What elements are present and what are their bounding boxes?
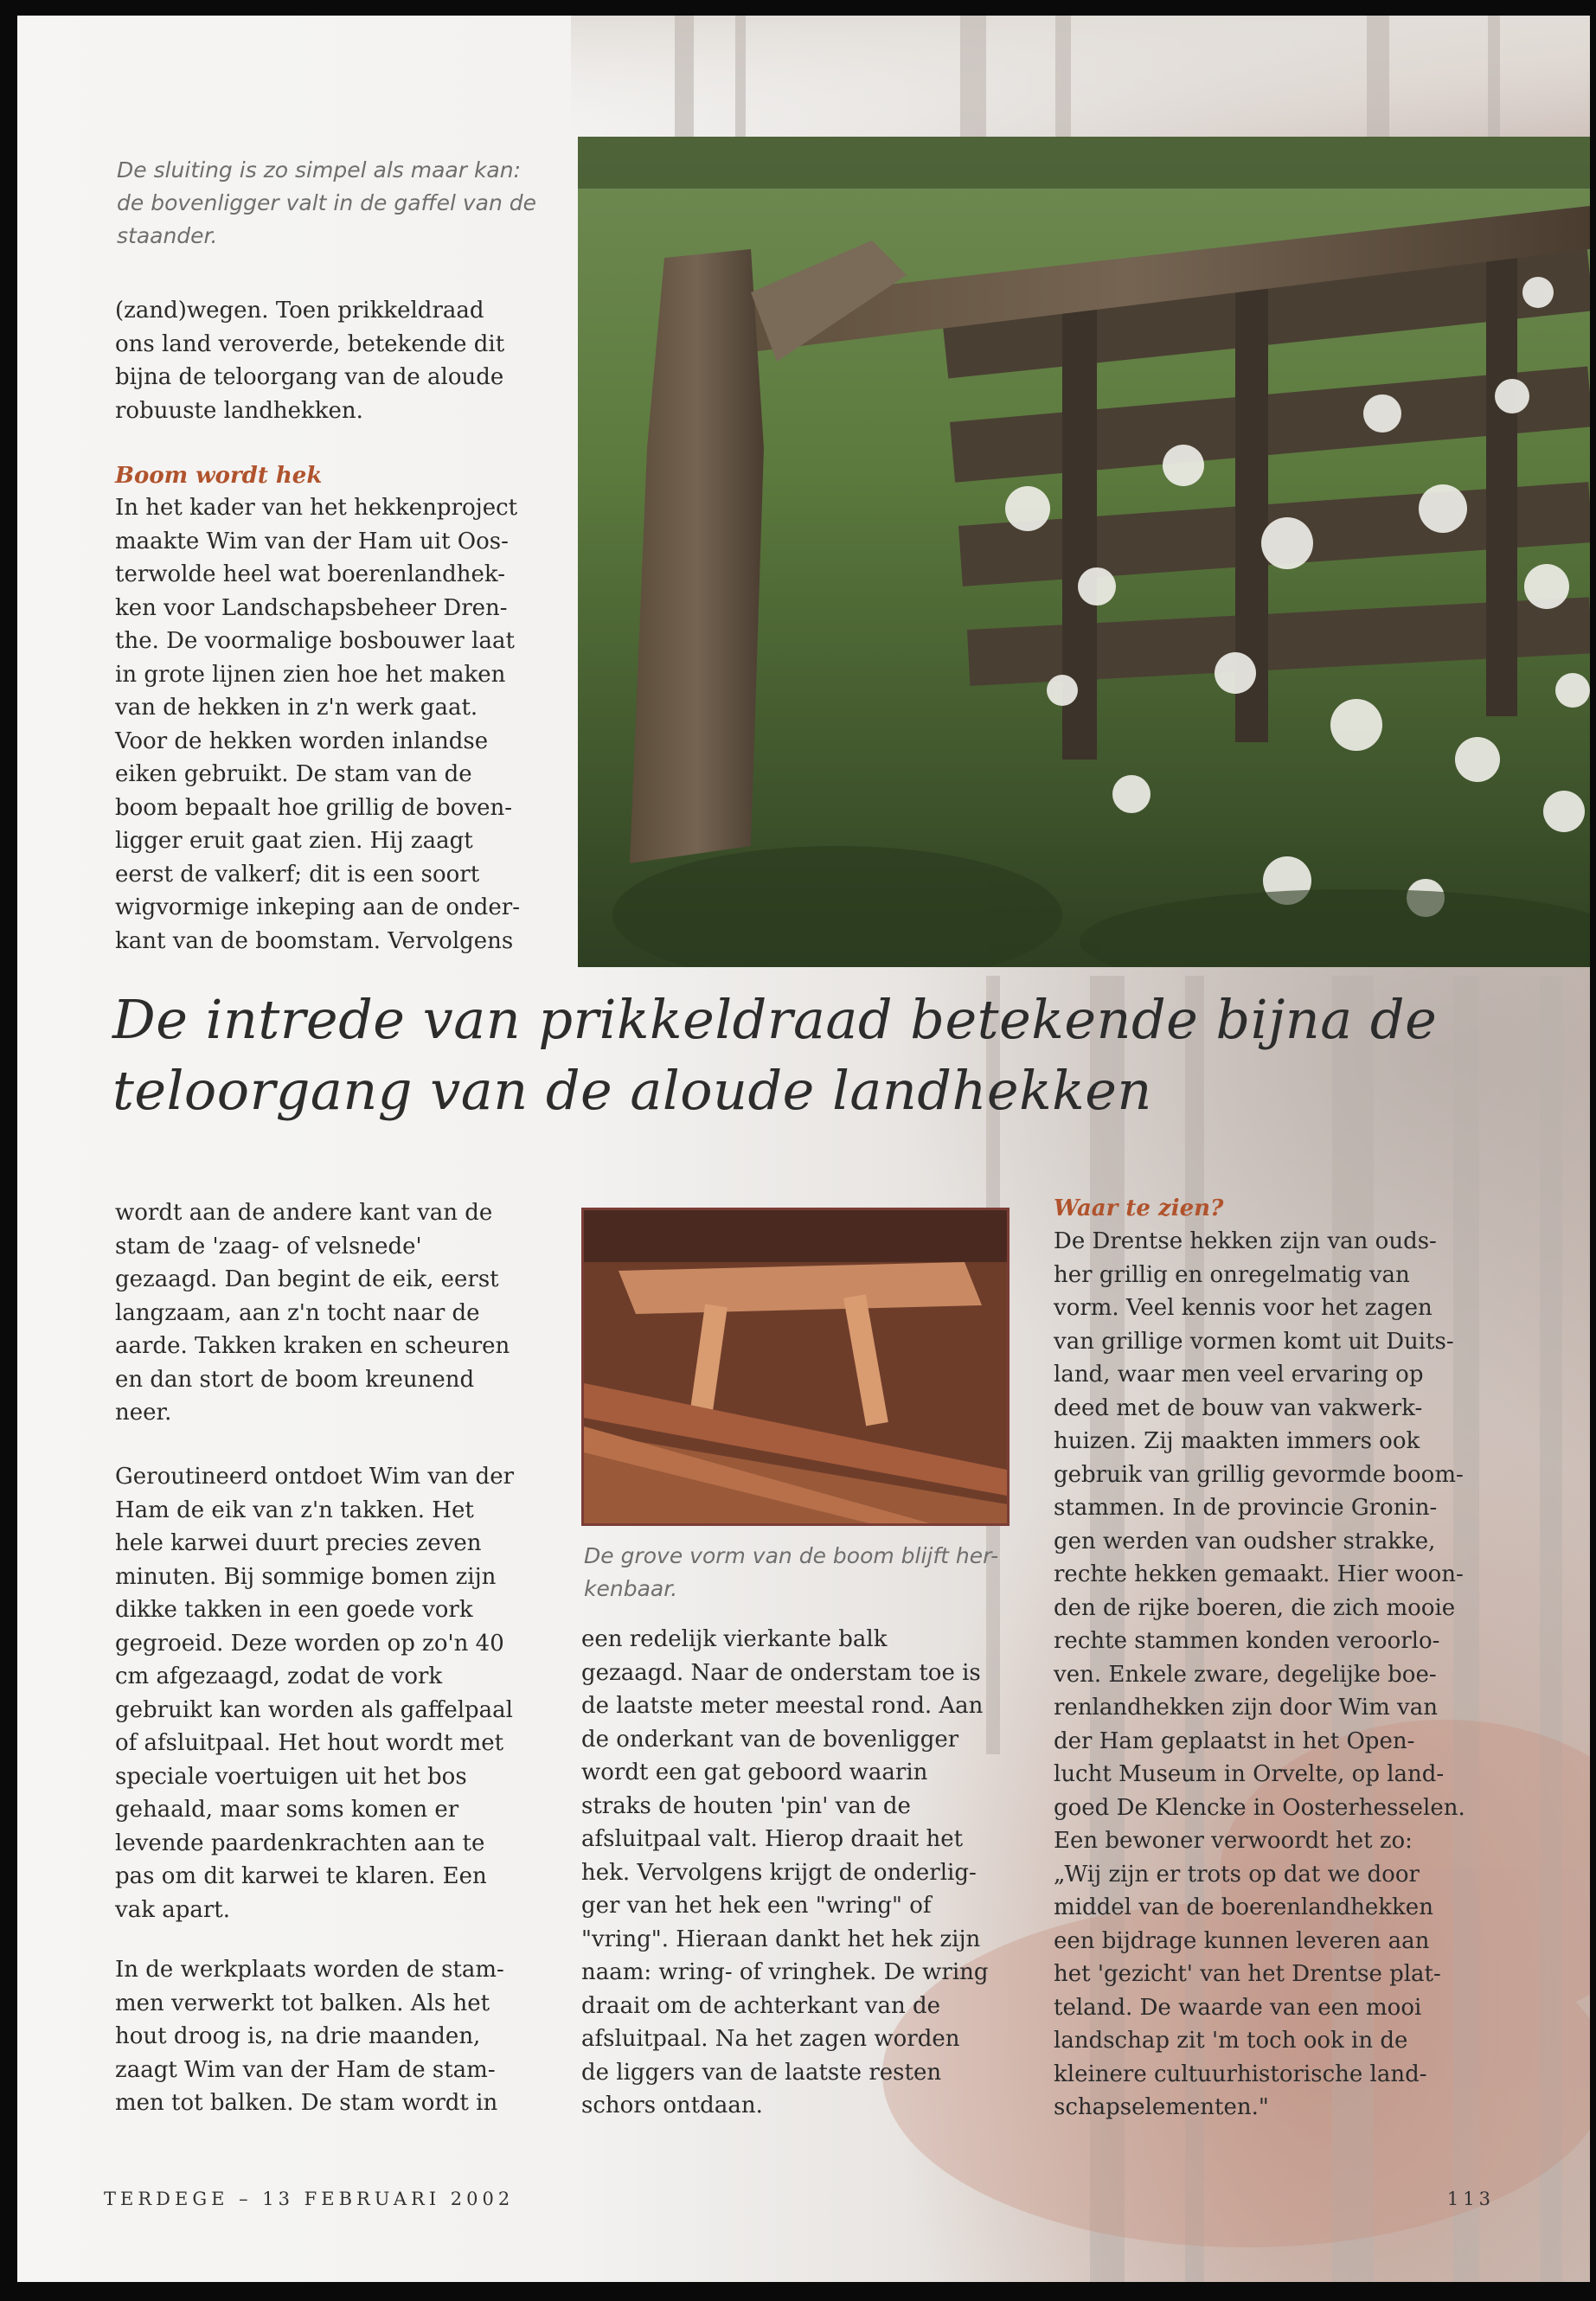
fence-photo-image xyxy=(578,137,1590,967)
photo-caption-top: De sluiting is zo simpel als maar kan: de bovenligger valt in de gaffel van de staander. xyxy=(117,157,537,248)
column1-paragraph-2: Geroutineerd ontdoet Wim van der Ham de eik van z'n takken. Het hele karwei duurt precies zeven minuten. Bij sommige bomen zijn dikke takken in een goede vork gegroeid. Deze worden op zo'n 40 cm afgezaagd, zodat de vork gebruikt kan worden als gaffelpaal of afsluitpaal. Het hout wordt met speciale voertuigen uit het bos gehaald, maar soms komen er levende paardenkrachten aan te pas om dit karwei te klaren. Een vak apart. xyxy=(115,1464,515,1923)
photo-caption-small: De grove vorm van de boom blijft her- kenbaar. xyxy=(584,1543,999,1601)
intro-paragraph: (zand)wegen. Toen prikkeldraad ons land veroverde, betekende dit bijna de teloorgang van de aloude robuuste landhekken. xyxy=(115,298,505,424)
headline: De intrede van prikkeldraad betekende bijna de teloorgang van de aloude landhekken xyxy=(112,988,1438,1122)
column2-text: een redelijk vierkante balk gezaagd. Naar de onderstam toe is de laatste meter meestal rond. Aan de onderkant van de bovenligger wordt een gat geboord waarin straks de houten 'pin' van de afsluitpaal valt. Hierop draait het hek. Vervolgens krijgt de onderlig- ger van het hek een "wring" of "vring". Hieraan dankt het hek zijn naam: wring- of vringhek. De wring draait om de achterkant van de afsluitpaal. Na het zagen worden de liggers van de laatste resten schors ontdaan. xyxy=(581,1626,989,2118)
subhead-waar-te-zien: Waar te zien? xyxy=(1054,1195,1224,1221)
subhead-boom-wordt-hek: Boom wordt hek xyxy=(115,463,323,489)
fence-photo xyxy=(578,137,1590,967)
column1-paragraph-1: wordt aan de andere kant van de stam de 'zaag- of velsnede' gezaagd. Dan begint de eik, eerst langzaam, aan z'n tocht naar de aarde. Takken kraken en scheuren en dan stort de boom kreunend neer. xyxy=(115,1200,510,1426)
column3-text: De Drentse hekken zijn van ouds- her grillig en onregelmatig van vorm. Veel kennis voor het zagen van grillige vormen komt uit Duits- land, waar men veel ervaring op deed met de bouw van vakwerk- huizen. Zij maakten immers ook gebruik van grillig gevormde boom- stammen. In de provincie Gronin- gen werden van oudsher strakke, rechte hekken gemaakt. Hier woon- den de rijke boeren, die zich mooie rechte stammen konden veroorlo- ven. Enkele zware, degelijke boe- renlandhekken zijn door Wim van der Ham geplaatst in het Open- lucht Museum in Orvelte, op land- goed De Klencke in Oosterhesselen. Een bewoner verwoordt het zo: „Wij zijn er trots op dat we door middel van de boerenlandhekken een bijdrage kunnen leveren aan het 'gezicht' van het Drentse plat- teland. De waarde van een mooi landschap zit 'm toch ook in de kleinere cultuurhistorische land- schapselementen." xyxy=(1054,1228,1465,2120)
footer-issue: TERDEGE – 13 FEBRUARI 2002 xyxy=(104,2189,515,2209)
log-photo-image xyxy=(584,1210,1007,1523)
column1-top-body: In het kader van het hekkenproject maakte Wim van der Ham uit Oos- terwolde heel wat boerenlandhek- ken voor Landschapsbeheer Dren- the. De voormalige bosbouwer laat in grote lijnen zien hoe het maken van de hekken in z'n werk gaat. Voor de hekken worden inlandse eiken gebruikt. De stam van de boom bepaalt hoe grillig de boven- ligger eruit gaat zien. Hij zaagt eerst de valkerf; dit is een soort wigvormige inkeping aan de onder- kant van de boomstam. Vervolgens xyxy=(115,495,521,954)
log-photo xyxy=(581,1208,1010,1526)
column1-paragraph-3: In de werkplaats worden de stam- men verwerkt tot balken. Als het hout droog is, na drie maanden, zaagt Wim van der Ham de stam- men tot balken. De stam wordt in xyxy=(115,1957,504,2116)
magazine-page xyxy=(17,16,1590,2282)
page-number: 113 xyxy=(1446,2189,1495,2209)
